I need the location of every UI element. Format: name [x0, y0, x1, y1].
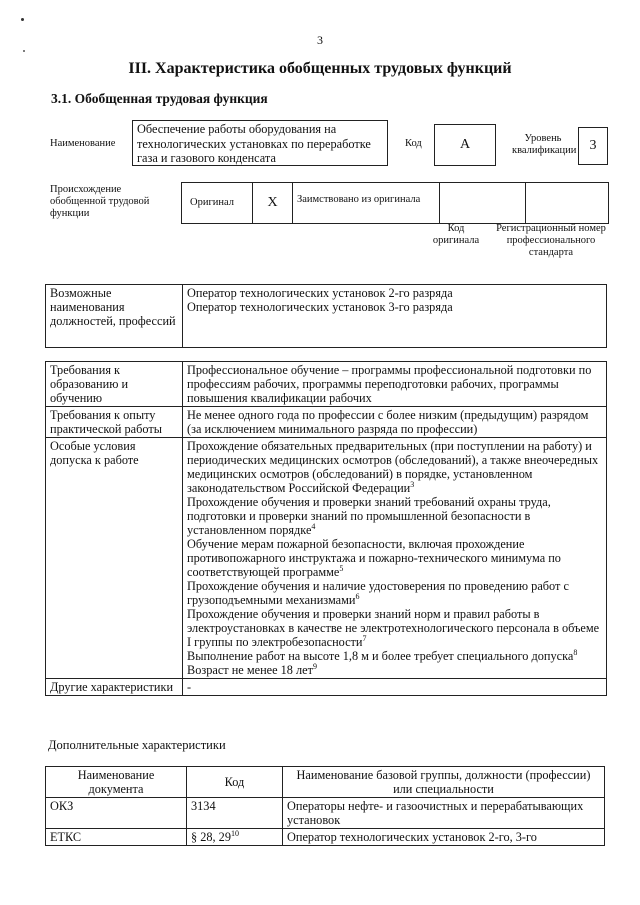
special-item: Прохождение обучения и проверки знаний норм и правил работы в электроустановках в качестве не электротехнологического персонала в объеме I группы по электробезопасности$^7$: [187, 607, 600, 649]
special-values: [183, 438, 607, 679]
special-item: Прохождение обучения и наличие удостоверения по проведению работ с грузоподъемными механизмами$^6$: [187, 579, 569, 607]
other-label: Другие характеристики: [46, 679, 183, 696]
table-row: [46, 829, 605, 846]
footnote-ref: 3: [410, 479, 415, 489]
reg-number-label: Регистрационный номер профессионального стандарта: [496, 223, 606, 258]
code-original-label: Код оригинала: [432, 223, 480, 246]
education-label: Требования к образованию и обучению: [46, 362, 183, 407]
requirements-table: [45, 361, 607, 696]
code-cell: § 28, $29^{10}$: [187, 829, 283, 846]
origin-table: [181, 182, 609, 224]
section-subtitle: 3.1. Обобщенная трудовая функция: [51, 91, 268, 106]
name-cell: Операторы нефте- и газоочистных и перерабатывающих установок: [283, 798, 605, 829]
table-row: [46, 679, 607, 696]
table-row: [46, 407, 607, 438]
name-value-box: [132, 120, 388, 166]
name-value: Обеспечение работы оборудования на технологических установках по переработке газа и газового конденсата: [137, 122, 371, 165]
scan-speck: [21, 18, 24, 21]
table-row: [46, 362, 607, 407]
special-item: Прохождение обучения и проверки знаний требований охраны труда, подготовки и проверки знаний по промышленной безопасности в установленном порядке$^4$: [187, 495, 551, 537]
special-label: Особые условия допуска к работе: [46, 438, 183, 679]
position-item: Оператор технологических установок 3-го разряда: [187, 300, 453, 314]
reg-number-cell: [526, 183, 608, 223]
column-header: Код: [187, 767, 283, 798]
footnote-ref: 9: [312, 661, 317, 671]
positions-values: [183, 285, 607, 348]
education-value: Профессиональное обучение – программы профессиональной подготовки по профессиям рабочих, программы переподготовки рабочих, программы повышения квалификации рабочих: [183, 362, 607, 407]
footnote-ref: 4: [311, 521, 316, 531]
level-value: 3: [589, 138, 597, 153]
table-header-row: [46, 767, 605, 798]
special-item: Выполнение работ на высоте 1,8 м и более требует специального допуска$^8$: [187, 647, 578, 663]
table-row: [46, 798, 605, 829]
level-label: Уровень квалификации: [512, 133, 577, 156]
footnote-ref: 5: [339, 563, 344, 573]
special-item: Обучение мерам пожарной безопасности, включая прохождение противопожарного инструктажа и пожарно-технического минимума по соответствующей программе$^5$: [187, 537, 561, 579]
position-item: Оператор технологических установок 2-го разряда: [187, 286, 453, 300]
original-cell: [182, 183, 253, 223]
level-value-box: [578, 127, 608, 165]
code-cell: 3134: [187, 798, 283, 829]
table-row: [46, 285, 607, 348]
borrowed-label: Заимствовано из оригинала: [297, 194, 421, 205]
additional-title: Дополнительные характеристики: [48, 738, 226, 752]
special-item: Возраст не менее 18 лет$^9$: [187, 661, 317, 677]
footnote-ref: 8: [573, 647, 578, 657]
code-value: А: [459, 137, 471, 152]
code-original-cell: [440, 183, 526, 223]
other-value: -: [183, 679, 607, 696]
experience-value: Не менее одного года по профессии с более низким (предыдущим) разрядом (за исключением минимального разряда по профессии): [183, 407, 607, 438]
code-label: Код: [405, 138, 422, 149]
scan-speck: [23, 50, 25, 52]
code-value-box: [434, 124, 496, 166]
borrowed-cell: [293, 183, 440, 223]
page-title: III. Характеристика обобщенных трудовых функций: [128, 60, 512, 77]
positions-label: Возможные наименования должностей, профессий: [46, 285, 183, 348]
footnote-ref: 6: [355, 591, 360, 601]
original-mark-cell: [253, 183, 293, 223]
footnote-ref: 10: [230, 828, 239, 838]
footnote-ref: 7: [362, 633, 367, 643]
special-item: Прохождение обязательных предварительных (при поступлении на работу) и периодических медицинских осмотров (обследований), а также внеочередных медицинских осмотров (обследований) в порядке, установленном законодательством Российской Федерации$^3$: [187, 439, 599, 495]
name-label: Наименование: [50, 138, 116, 149]
original-mark: Х: [267, 195, 278, 210]
doc-cell: ОКЗ: [46, 798, 187, 829]
experience-label: Требования к опыту практической работы: [46, 407, 183, 438]
column-header: Наименование документа: [46, 767, 187, 798]
positions-table: [45, 284, 607, 348]
doc-cell: ЕТКС: [46, 829, 187, 846]
original-label: Оригинал: [190, 197, 234, 208]
additional-table: [45, 766, 605, 846]
page-number: 3: [317, 33, 323, 47]
column-header: Наименование базовой группы, должности (профессии) или специальности: [283, 767, 605, 798]
table-row: [46, 438, 607, 679]
name-cell: Оператор технологических установок 2-го, 3-го: [283, 829, 605, 846]
origin-label: Происхождение обобщенной трудовой функции: [50, 184, 150, 219]
